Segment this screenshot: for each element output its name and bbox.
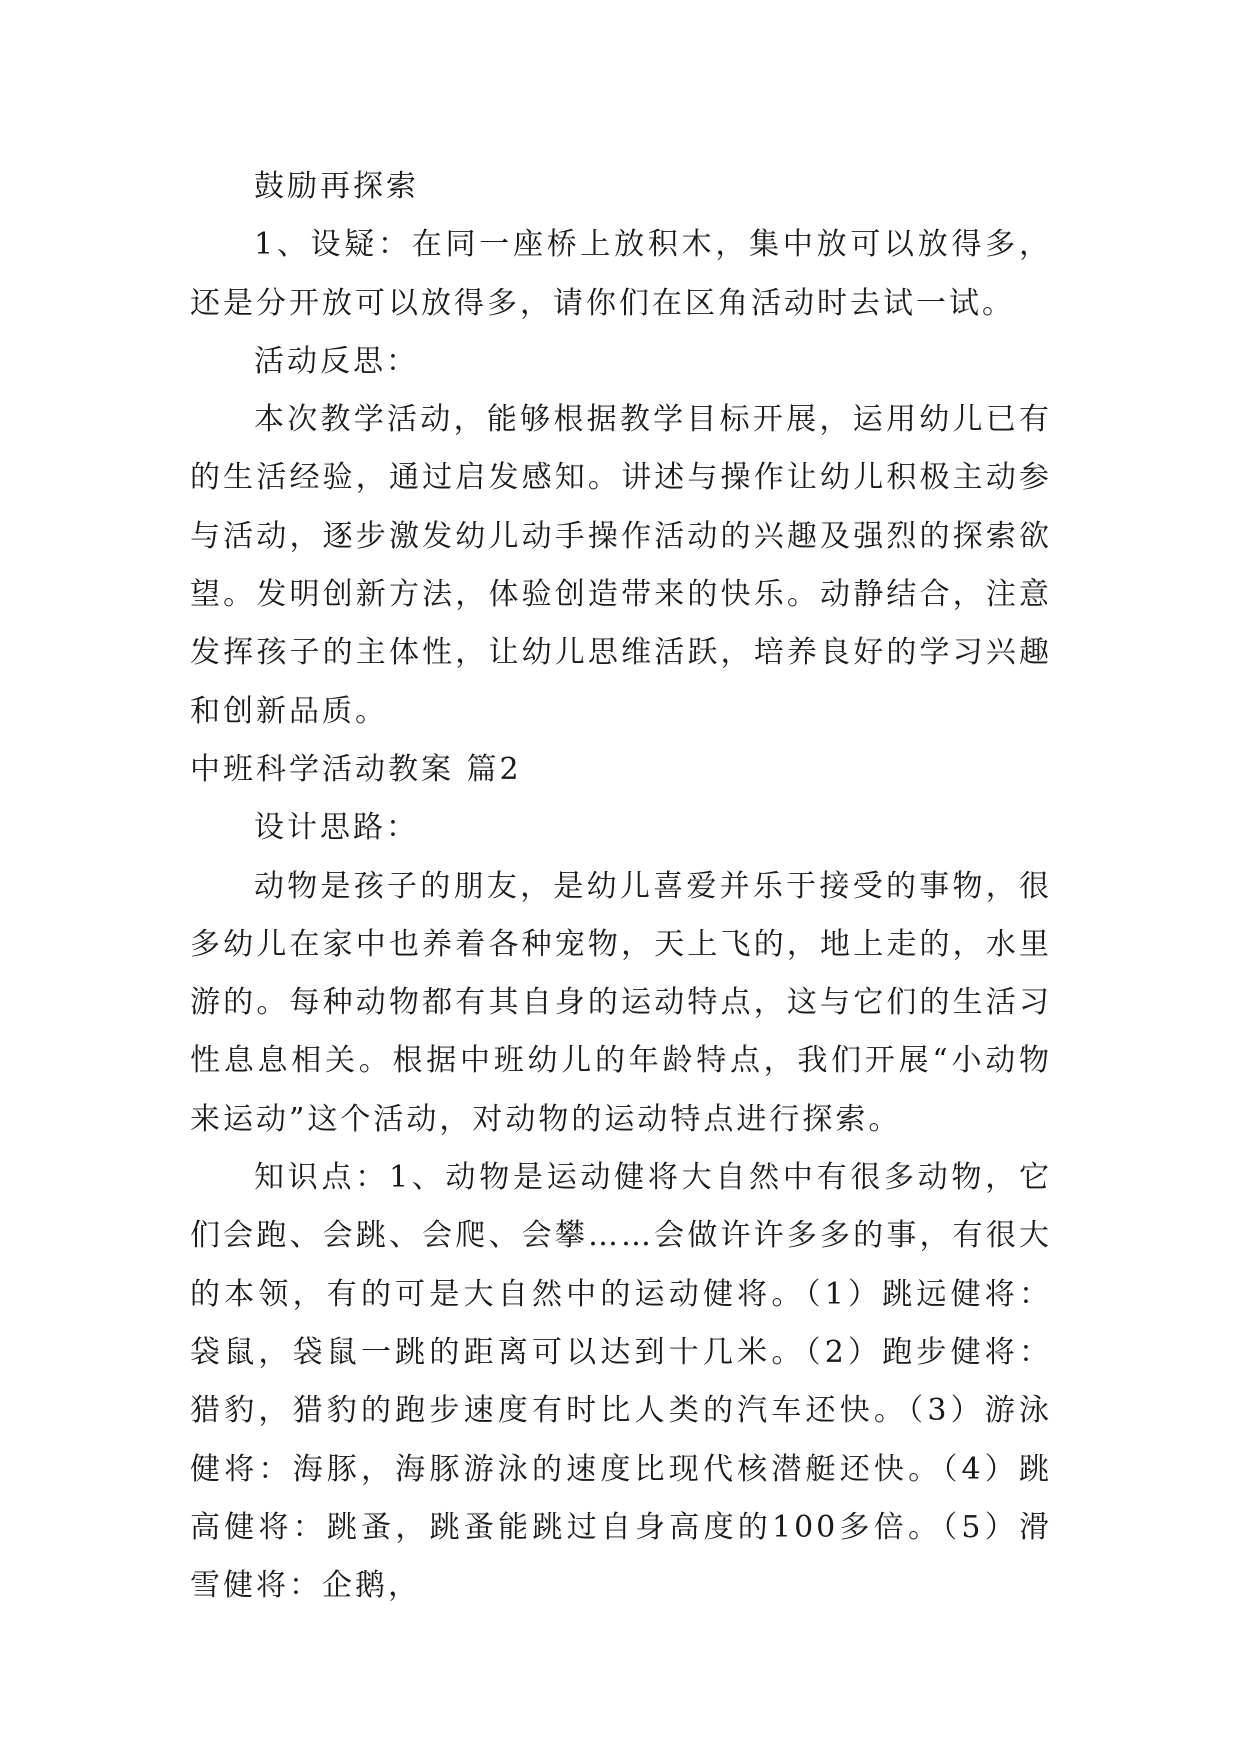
document-body [190,158,1052,1615]
document-section-title: 中班科学活动教案 篇2 [190,751,522,787]
paragraph-knowledge-points: 知识点：1、动物是运动健将大自然中有很多动物，它们会跑、会跳、会爬、会攀……会做许许多多的事，有很大的本领，有的可是大自然中的运动健将。（1）跳远健将：袋鼠，袋鼠一跳的距离可以达到十几米。（2）跑步健将：猎豹，猎豹的跑步速度有时比人类的汽车还快。（3）游泳健将：海豚，海豚游泳的速度比现代核潜艇还快。（4）跳高健将：跳蚤，跳蚤能跳过自身高度的100多倍。（5）滑雪健将：企鹅， [190,1160,1052,1604]
section-heading-reflection: 活动反思： [254,343,419,379]
paragraph-design-idea: 动物是孩子的朋友，是幼儿喜爱并乐于接受的事物，很多幼儿在家中也养着各种宠物，天上飞的，地上走的，水里游的。每种动物都有其自身的运动特点，这与它们的生活习性息息相关。根据中班幼儿的年龄特点，我们开展“小动物来运动”这个活动，对动物的运动特点进行探索。 [190,868,1052,1137]
paragraph-reflection: 本次教学活动，能够根据教学目标开展，运用幼儿已有的生活经验，通过启发感知。讲述与操作让幼儿积极主动参与活动，逐步激发幼儿动手操作活动的兴趣及强烈的探索欲望。发明创新方法，体验创造带来的快乐。动静结合，注意发挥孩子的主体性，让幼儿思维活跃，培养良好的学习兴趣和创新品质。 [190,402,1052,729]
section-heading-design-idea: 设计思路： [254,810,419,846]
paragraph-question: 1、设疑：在同一座桥上放积木，集中放可以放得多，还是分开放可以放得多，请你们在区角活动时去试一试。 [190,227,1052,321]
section-heading-encourage-explore: 鼓励再探索 [254,169,419,204]
